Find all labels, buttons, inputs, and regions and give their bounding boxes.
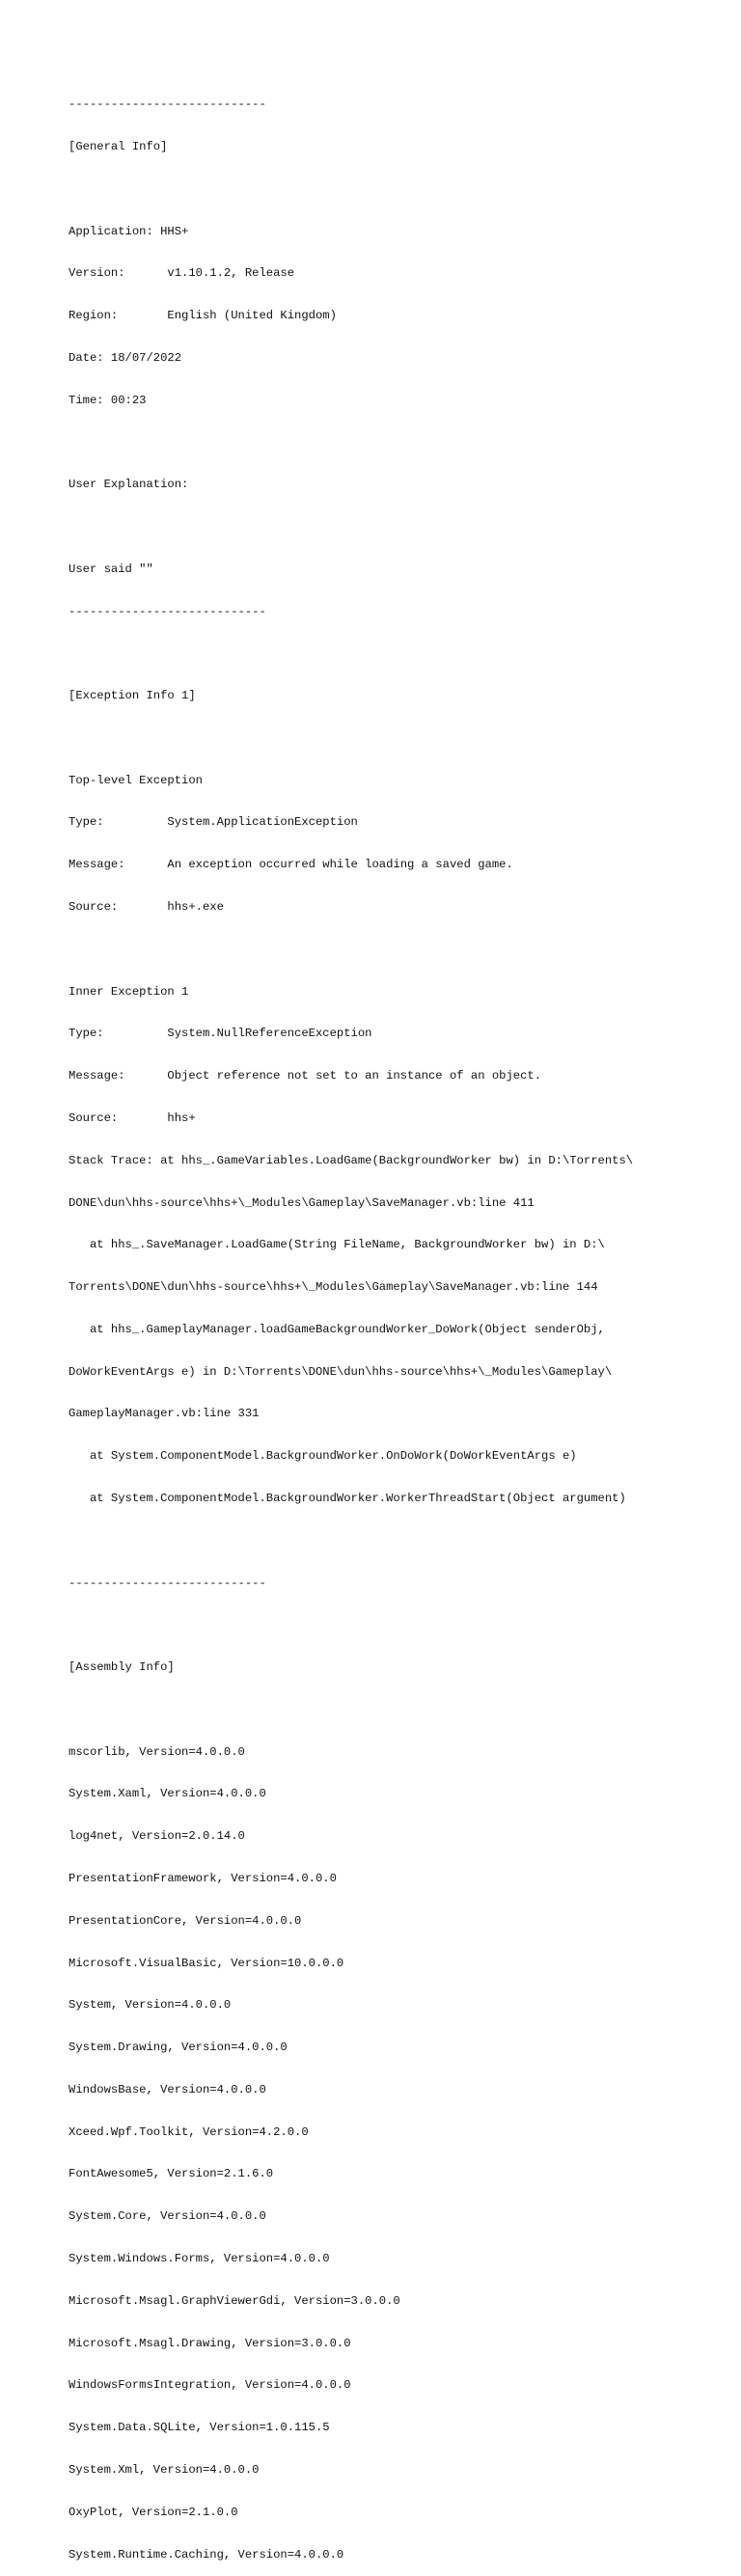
assembly-item: System.Data.SQLite, Version=1.0.115.5 bbox=[69, 2421, 330, 2435]
blank-line bbox=[69, 1618, 705, 1632]
separator-line: ---------------------------- bbox=[69, 1576, 266, 1590]
assembly-item: OxyPlot, Version=2.1.0.0 bbox=[69, 2505, 238, 2519]
error-report-document bbox=[69, 69, 705, 2576]
exception-info-header: [Exception Info 1] bbox=[69, 689, 196, 703]
blank-line bbox=[69, 435, 705, 450]
separator-line: ---------------------------- bbox=[69, 604, 266, 618]
blank-line bbox=[69, 731, 705, 746]
stack-trace-line: Stack Trace: at hhs_.GameVariables.LoadGame(BackgroundWorker bw) in D:\Torrents\ bbox=[69, 1153, 634, 1167]
stack-trace-line: DoWorkEventArgs e) in D:\Torrents\DONE\dun\hhs-source\hhs+\_Modules\Gameplay\ bbox=[69, 1364, 613, 1379]
assembly-item: PresentationFramework, Version=4.0.0.0 bbox=[69, 1872, 337, 1885]
region-line: Region: English (United Kingdom) bbox=[69, 309, 337, 323]
inner-exception-message: Message: Object reference not set to an instance of an object. bbox=[69, 1069, 542, 1083]
blank-line bbox=[69, 943, 705, 957]
inner-exception-type: Type: System.NullReferenceException bbox=[69, 1027, 372, 1041]
user-explanation-label: User Explanation: bbox=[69, 478, 189, 492]
blank-line bbox=[69, 1534, 705, 1548]
inner-exception-source: Source: hhs+ bbox=[69, 1110, 196, 1125]
assembly-item: WindowsFormsIntegration, Version=4.0.0.0 bbox=[69, 2378, 351, 2393]
blank-line bbox=[69, 1703, 705, 1717]
assembly-item: Xceed.Wpf.Toolkit, Version=4.2.0.0 bbox=[69, 2124, 309, 2139]
assembly-item: System.Xml, Version=4.0.0.0 bbox=[69, 2462, 260, 2477]
assembly-item: mscorlib, Version=4.0.0.0 bbox=[69, 1744, 245, 1759]
separator-line: ---------------------------- bbox=[69, 97, 266, 112]
assembly-item: System, Version=4.0.0.0 bbox=[69, 1998, 232, 2013]
version-line: Version: v1.10.1.2, Release bbox=[69, 266, 295, 281]
stack-trace-line: Torrents\DONE\dun\hhs-source\hhs+\_Modules\Gameplay\SaveManager.vb:line 144 bbox=[69, 1280, 598, 1295]
assembly-item: Microsoft.VisualBasic, Version=10.0.0.0 bbox=[69, 1956, 344, 1970]
stack-trace-line: at hhs_.GameplayManager.loadGameBackgroundWorker_DoWork(Object senderObj, bbox=[69, 1322, 605, 1336]
assembly-item: System.Runtime.Caching, Version=4.0.0.0 bbox=[69, 2547, 344, 2562]
blank-line bbox=[69, 646, 705, 661]
stack-trace-line: DONE\dun\hhs-source\hhs+\_Modules\Gameplay\SaveManager.vb:line 411 bbox=[69, 1195, 535, 1210]
assembly-item: Microsoft.Msagl.GraphViewerGdi, Version=3.0.0.0 bbox=[69, 2293, 400, 2308]
assembly-item: FontAwesome5, Version=2.1.6.0 bbox=[69, 2167, 274, 2181]
top-exception-message: Message: An exception occurred while loading a saved game. bbox=[69, 858, 513, 872]
assembly-info-header: [Assembly Info] bbox=[69, 1660, 175, 1675]
assembly-item: System.Drawing, Version=4.0.0.0 bbox=[69, 2041, 288, 2055]
blank-line bbox=[69, 182, 705, 197]
general-info-header: [General Info] bbox=[69, 139, 168, 153]
user-said-line: User said "" bbox=[69, 562, 153, 576]
top-level-exception-title: Top-level Exception bbox=[69, 773, 203, 787]
stack-trace-line: at hhs_.SaveManager.LoadGame(String FileName, BackgroundWorker bw) in D:\ bbox=[69, 1238, 605, 1252]
date-line: Date: 18/07/2022 bbox=[69, 350, 182, 365]
assembly-item: System.Xaml, Version=4.0.0.0 bbox=[69, 1787, 266, 1801]
stack-trace-line: GameplayManager.vb:line 331 bbox=[69, 1407, 260, 1421]
stack-trace-line: at System.ComponentModel.BackgroundWorker.OnDoWork(DoWorkEventArgs e) bbox=[69, 1449, 577, 1464]
application-line: Application: HHS+ bbox=[69, 224, 189, 238]
assembly-item: System.Windows.Forms, Version=4.0.0.0 bbox=[69, 2252, 330, 2266]
assembly-item: Microsoft.Msagl.Drawing, Version=3.0.0.0 bbox=[69, 2336, 351, 2350]
top-exception-type: Type: System.ApplicationException bbox=[69, 815, 358, 830]
assembly-item: WindowsBase, Version=4.0.0.0 bbox=[69, 2082, 266, 2096]
assembly-item: PresentationCore, Version=4.0.0.0 bbox=[69, 1913, 302, 1928]
assembly-item: log4net, Version=2.0.14.0 bbox=[69, 1829, 245, 1844]
top-exception-source: Source: hhs+.exe bbox=[69, 900, 224, 915]
inner-exception-title: Inner Exception 1 bbox=[69, 984, 189, 999]
time-line: Time: 00:23 bbox=[69, 393, 147, 407]
stack-trace-line: at System.ComponentModel.BackgroundWorker.WorkerThreadStart(Object argument) bbox=[69, 1491, 626, 1505]
blank-line bbox=[69, 520, 705, 534]
assembly-item: System.Core, Version=4.0.0.0 bbox=[69, 2209, 266, 2224]
